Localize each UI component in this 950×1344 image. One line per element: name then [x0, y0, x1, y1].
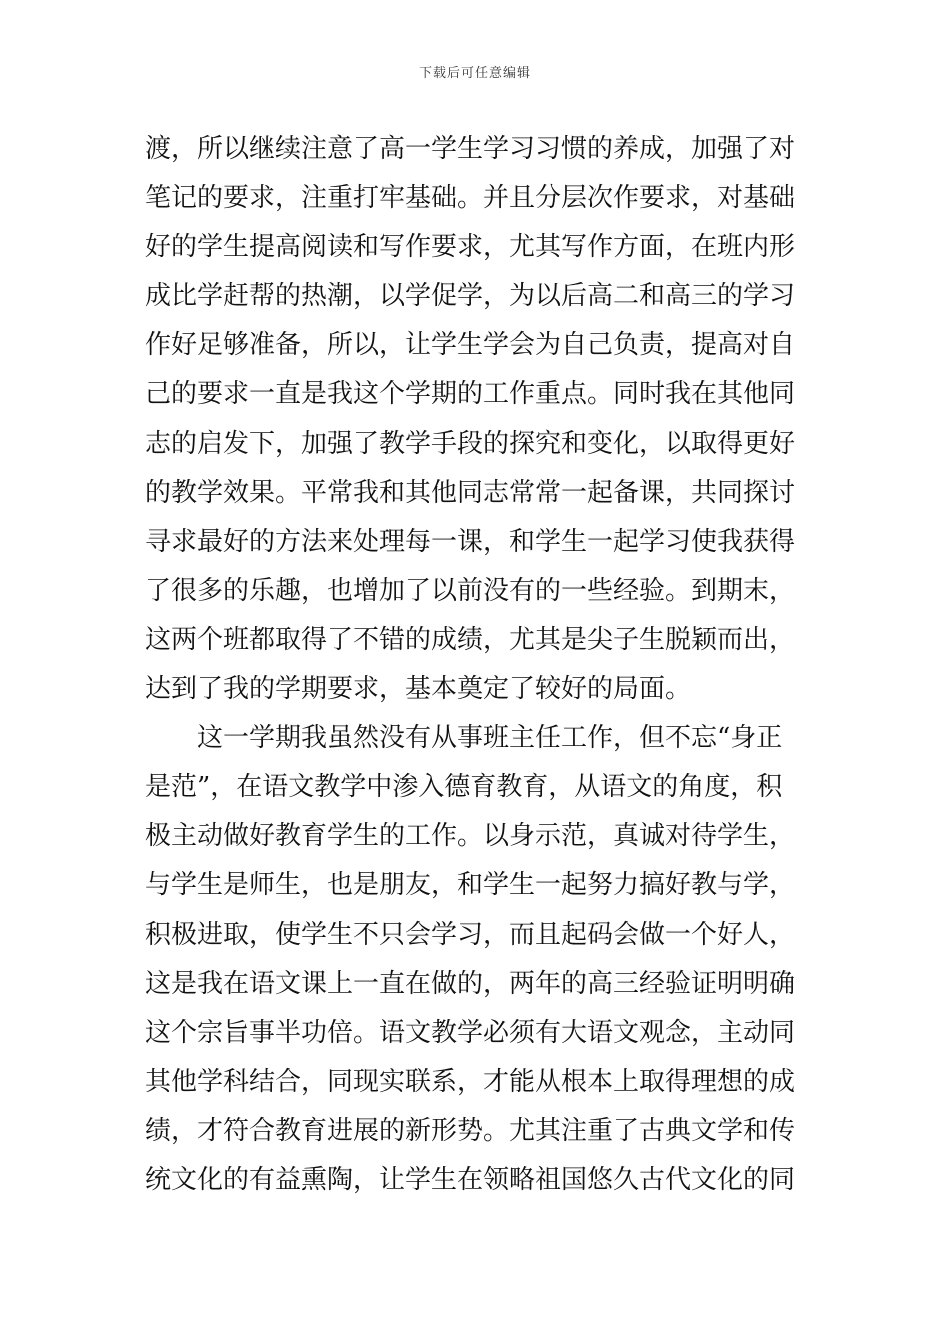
text-line: 己的要求一直是我这个学期的工作重点。同时我在其他同 [145, 379, 796, 410]
text-line: 寻求最好的方法来处理每一课，和学生一起学习使我获得 [145, 526, 796, 557]
header-note: 下载后可任意编辑 [418, 66, 531, 81]
text-line: 与学生是师生，也是朋友，和学生一起努力搞好教与学， [145, 870, 796, 901]
text-line: 绩，才符合教育进展的新形势。尤其注重了古典文学和传 [145, 1115, 796, 1146]
text-line: 志的启发下，加强了教学手段的探究和变化，以取得更好 [145, 428, 796, 459]
text-line: 这个宗旨事半功倍。语文教学必须有大语文观念，主动同 [145, 1017, 796, 1048]
text-line: 统文化的有益熏陶，让学生在领略祖国悠久古代文化的同 [145, 1164, 796, 1195]
body-text [145, 125, 815, 1205]
text-line: 这两个班都取得了不错的成绩，尤其是尖子生脱颖而出， [145, 624, 796, 655]
text-line: 这是我在语文课上一直在做的，两年的高三经验证明明确 [145, 968, 796, 999]
text-line: 渡，所以继续注意了高一学生学习习惯的养成，加强了对 [145, 134, 796, 164]
paragraph-start-line: 这一学期我虽然没有从事班主任工作，但不忘“身正 [197, 723, 783, 754]
text-line: 的教学效果。平常我和其他同志常常一起备课，共同探讨 [145, 477, 796, 508]
text-line: 笔记的要求，注重打牢基础。并且分层次作要求，对基础 [145, 183, 796, 214]
text-line: 成比学赶帮的热潮，以学促学，为以后高二和高三的学习 [145, 281, 796, 312]
text-line: 积极进取，使学生不只会学习，而且起码会做一个好人， [145, 919, 796, 950]
text-line: 好的学生提高阅读和写作要求，尤其写作方面，在班内形 [145, 232, 796, 263]
text-line: 了很多的乐趣，也增加了以前没有的一些经验。到期末， [145, 575, 796, 606]
text-line: 达到了我的学期要求，基本奠定了较好的局面。 [145, 674, 692, 705]
text-line: 作好足够准备，所以，让学生学会为自己负责，提高对自 [145, 330, 796, 361]
text-line: 其他学科结合，同现实联系，才能从根本上取得理想的成 [145, 1066, 796, 1097]
text-line: 是范”，在语文教学中渗入德育教育，从语文的角度，积 [145, 772, 783, 803]
text-line: 极主动做好教育学生的工作。以身示范，真诚对待学生， [145, 821, 796, 852]
